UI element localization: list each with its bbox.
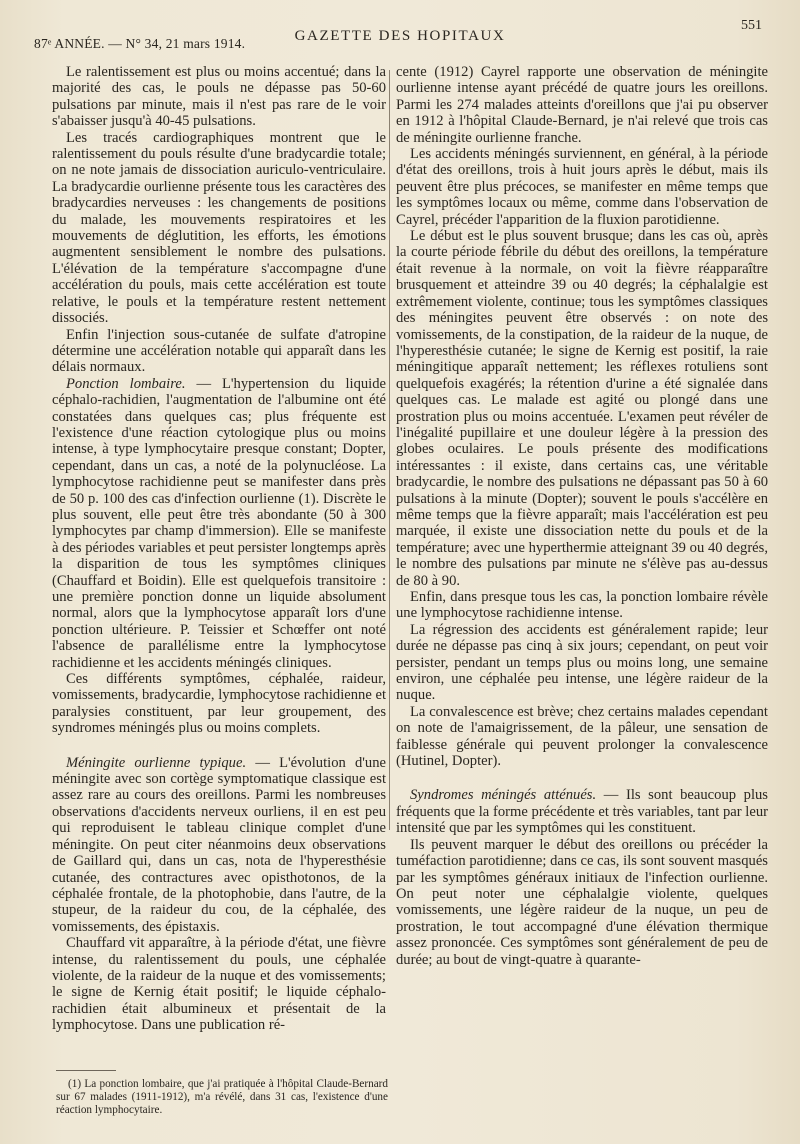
paragraph: Les tracés cardiographiques montrent que le ralentissement du pouls résulte d'une bradycardie totale; on ne note jamais de dissociation auriculo-ventriculaire. La bradycardie ourlienne présente tous les caractères des bradycardies nerveuses : les changements de positions du malade, les mouvements respiratoires et les mouvements de déglutition, les efforts, les émotions augmentent sensiblement le nombre des pulsations. L'élévation de la température s'accompagne d'une accélération du pouls, mais cette accélération est toute relative, le pouls et la température restent nettement dissociés. — [52, 129, 386, 327]
section-heading: Syndromes méningés atténués. — [410, 787, 597, 804]
journal-title: GAZETTE DES HOPITAUX — [294, 28, 506, 44]
paragraph — [52, 376, 386, 671]
footnote-text: (1) La ponction lombaire, que j'ai pratiquée à l'hôpital Claude-Bernard sur 67 malades (1911-1912), m'a révélé, dans 31 cas, l'existence d'une réaction lymphocytaire. — [56, 1078, 388, 1116]
paragraph: Chauffard vit apparaître, à la période d'état, une fièvre intense, du ralentissement du pouls, une céphalée violente, de la raideur de la nuque et des vomissements; le signe de Kernig était positif; le liquide céphalo-rachidien était albumineux et présentait de la lymphocytose. Dans une publication ré- — [52, 935, 386, 1034]
paragraph: Enfin l'injection sous-cutanée de sulfate d'atropine détermine une accélération notable qui apparaît dans les délais normaux. — [52, 326, 386, 376]
page-header — [30, 14, 770, 54]
paragraph-text: — L'hypertension du liquide céphalo-rachidien, l'augmentation de l'albumine ont été constatées dans quelques cas; plus fréquente est l'existence d'une réaction cytologique plus ou moins intense, à type lymphocytaire presque constant; Dopter, cependant, dans un cas, a noté de la polynucléose. La lymphocytose rachidienne peut se manifester dans près de 50 p. 100 des cas d'infection ourlienne (1). Discrète le plus souvent, elle peut être très abondante (50 à 300 lymphocytes par champ d'immersion). Elle se manifeste à des périodes variables et peut persister longtemps après la disparition de tous les symptômes cliniques (Chauffard et Boidin). Elle est quelquefois transitoire : une première ponction donne un liquide absolument normal, alors que la lymphocytose apparaît lors d'une ponction ultérieure. P. Teissier et Schœffer ont noté l'absence de parallélisme entre la lymphocytose rachidienne et les accidents méningés cliniques. — [52, 375, 386, 671]
paragraph: La convalescence est brève; chez certains malades cependant on note de l'amaigrissement, de la pâleur, une sensation de faiblesse générale qui peuvent prolonger la convalescence (Hutinel, Dopter). — [396, 703, 768, 770]
paragraph — [52, 755, 386, 935]
paragraph — [396, 787, 768, 836]
issue-info: 87ᵉ ANNÉE. — N° 34, 21 mars 1914. — [34, 36, 246, 51]
paragraph-text: — L'évolution d'une méningite avec son cortège symptomatique classique est assez rare au cours des oreillons. Parmi les nombreuses observations d'accidents nerveux ourliens, il en est peu qui reproduisent le tableau clinique complet d'une méningite. On peut citer néanmoins deux observations de Gaillard qui, dans un cas, nota de l'hyperesthésie cutanée, des contractures avec opisthotonos, de la céphalée frontale, de la photophobie, dans l'autre, de la stupeur, de la raideur du cou, de la céphalée, des vomissements, des épistaxis. — [52, 754, 386, 935]
footnote — [56, 1078, 388, 1117]
paragraph: Enfin, dans presque tous les cas, la ponction lombaire révèle une lymphocytose rachidienne intense. — [396, 589, 768, 622]
page-number: 551 — [741, 18, 762, 33]
paragraph-text: — Ils sont beaucoup plus fréquents que la forme précédente et très variables, tant par leur intensité que par les symptômes qui les constituent. — [396, 787, 768, 837]
left-column — [52, 64, 386, 1034]
section-heading: Méningite ourlienne typique. — [66, 754, 247, 771]
paragraph: Le début est le plus souvent brusque; dans les cas où, après la courte période fébrile du début des oreillons, la température était revenue à la normale, on voit la fièvre réapparaître brusquement et atteindre 39 ou 40 degrés; la céphalalgie est extrêmement violente, continue; tous les symptômes classiques des méningites peuvent être observés : on note des vomissements, de la constipation, de la raideur de la nuque, de l'hyperesthésie cutanée; le signe de Kernig est positif, la raie méningitique apparaît nettement; les réflexes rotuliens sont quelquefois exagérés; la rétention d'urine a été signalée dans quelques cas. Le malade est agité ou plongé dans une prostration plus ou moins accentuée. L'examen peut révéler de l'inégalité pupillaire et une douleur légère à la pression des globes oculaires. Le pouls présente des modifications intéressantes : il existe, dans certains cas, une véritable bradycardie, le nombre des pulsations ne dépassant pas 50 à 60 pulsations à la minute (Dopter); souvent le pouls s'accélère en même temps que la fièvre apparaît; mais l'accélération est peu marquée, il existe une dissociation nette du pouls et de la température; avec une hyperthermie atteignant 39 ou 40 degrés, le nombre des pulsations par minute ne s'élève pas au-dessus de 80 à 90. — [396, 228, 768, 589]
paragraph: La régression des accidents est généralement rapide; leur durée ne dépasse pas cinq à six jours; cependant, on peut voir persister, pendant un temps plus ou moins long, une semaine environ, une céphalée peu intense, une légère raideur de la nuque. — [396, 621, 768, 704]
paragraph: cente (1912) Cayrel rapporte une observation de méningite ourlienne intense ayant précédé de quatre jours les oreillons. Parmi les 274 malades atteints d'oreillons que j'ai pu observer en 1912 à l'hôpital Claude-Bernard, je n'ai relevé que trois cas de méningite ourlienne franche. — [396, 64, 768, 146]
paragraph: Ces différents symptômes, céphalée, raideur, vomissements, bradycardie, lymphocytose rachidienne et paralysies constituent, par leur groupement, des syndromes méningés plus ou moins complets. — [52, 671, 386, 737]
right-column — [396, 64, 768, 968]
column-divider — [389, 70, 390, 830]
paragraph: Les accidents méningés surviennent, en général, à la période d'état des oreillons, trois à huit jours après le début, mais ils peuvent être plus précoces, se manifester en même temps que les symptômes locaux ou même, comme dans l'observation de Cayrel, précéder l'apparition de la fluxion parotidienne. — [396, 146, 768, 228]
footnote-rule — [56, 1070, 116, 1071]
paragraph: Ils peuvent marquer le début des oreillons ou précéder la tuméfaction parotidienne; dans ce cas, ils sont souvent masqués par les symptômes généraux initiaux de l'infection ourlienne. On peut noter une céphalalgie violente, quelques vomissements, une légère raideur de la nuque, un peu de prostration, le tout accompagné d'une élévation thermique assez prononcée. Ces symptômes sont généralement de peu de durée; au bout de vingt-quatre à quarante- — [396, 836, 768, 968]
paragraph: Le ralentissement est plus ou moins accentué; dans la majorité des cas, le pouls ne dépasse pas 50-60 pulsations par minute, mais il n'est pas rare de le voir s'abaisser jusqu'à 40-45 pulsations. — [52, 64, 386, 130]
section-heading: Ponction lombaire. — [66, 375, 186, 392]
